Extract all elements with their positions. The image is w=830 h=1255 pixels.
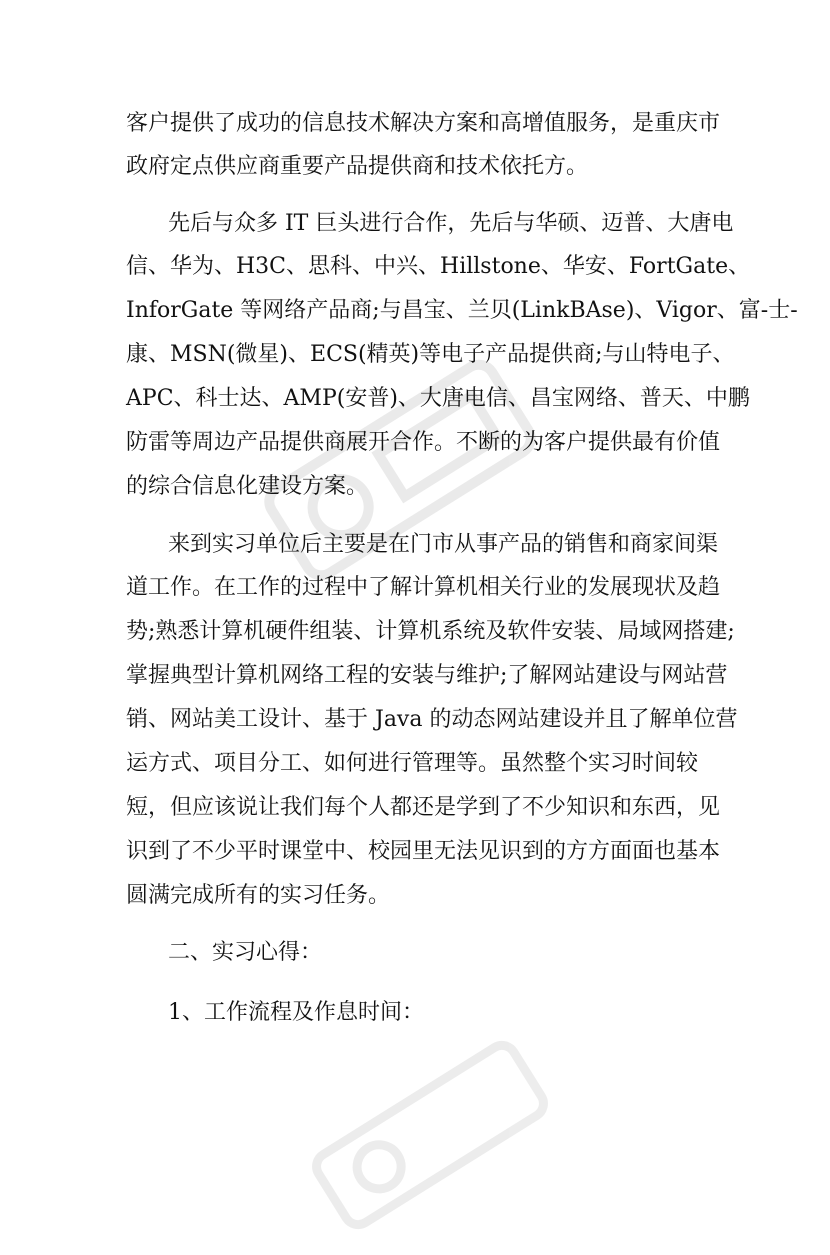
text-line: 防雷等周边产品提供商展开合作。不断的为客户提供最有价值 (126, 430, 721, 455)
text-line: 识到了不少平时课堂中、校园里无法见识到的方方面面也基本 (126, 839, 721, 864)
text-line: 运方式、项目分工、如何进行管理等。虽然整个实习时间较 (126, 751, 699, 776)
section-heading: 二、实习心得： (168, 940, 323, 965)
text-line: 掌握典型计算机网络工程的安装与维护;了解网站建设与网站营 (126, 663, 728, 688)
text-line: 销、网站美工设计、基于 Java 的动态网站建设并且了解单位营 (126, 707, 738, 732)
text-line: 的综合信息化建设方案。 (126, 474, 369, 499)
paragraph-first-line: 来到实习单位后主要是在门市从事产品的销售和商家间渠 (168, 532, 719, 557)
text-line: 道工作。在工作的过程中了解计算机相关行业的发展现状及趋 (126, 575, 721, 600)
text-line: InforGate 等网络产品商;与昌宝、兰贝(LinkBAse)、Vigor、富-士- (126, 298, 798, 323)
text-line: 圆满完成所有的实习任务。 (126, 883, 391, 908)
text-line: 康、MSN(微星)、ECS(精英)等电子产品提供商;与山特电子、 (126, 342, 735, 367)
watermark-icon (288, 1015, 572, 1255)
text-line: 政府定点供应商重要产品提供商和技术依托方。 (126, 154, 589, 179)
text-line: 势;熟悉计算机硬件组装、计算机系统及软件安装、局域网搭建; (126, 619, 735, 644)
text-line: 短，但应该说让我们每个人都还是学到了不少知识和东西，见 (126, 795, 721, 820)
paragraph-first-line: 先后与众多 IT 巨头进行合作，先后与华硕、迈普、大唐电 (168, 211, 734, 236)
text-line: APC、科士达、AMP(安普)、大唐电信、昌宝网络、普天、中鹏 (126, 386, 750, 411)
subsection-heading: 1、工作流程及作息时间： (168, 1000, 424, 1025)
text-line: 客户提供了成功的信息技术解决方案和高增值服务，是重庆市 (126, 111, 721, 136)
text-line: 信、华为、H3C、思科、中兴、Hillstone、华安、FortGate、 (126, 254, 751, 279)
